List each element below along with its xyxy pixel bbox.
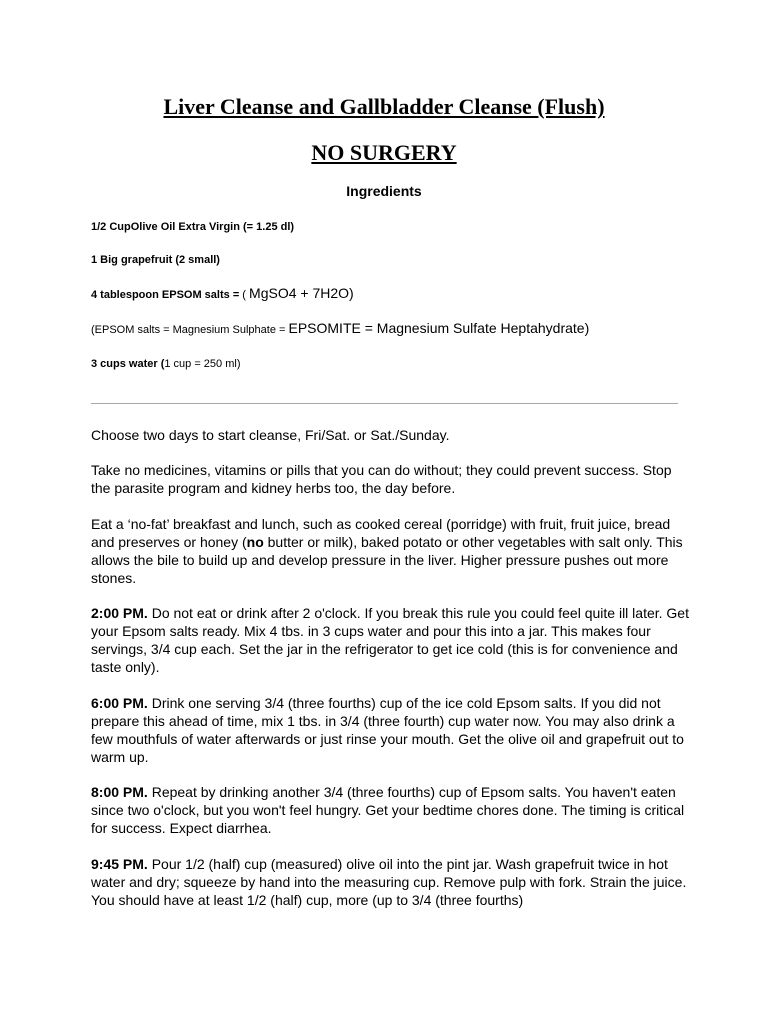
ingredients-heading: Ingredients xyxy=(346,183,422,199)
ingredient-epsom-note xyxy=(91,320,589,338)
paragraph-6pm-text: Drink one serving 3/4 (three fourths) cup of the ice cold Epsom salts. If you did not prepare this ahead of time, mix 1 tbs. in 3/4 (three fourth) cup water now. You may also drink a few mouthfuls of water afterwards or just rinse your mouth. Get the olive oil and grapefruit out to warm up. xyxy=(91,695,684,765)
paragraph-6pm xyxy=(91,694,691,766)
paragraph-start-days xyxy=(91,426,691,444)
paragraph-start-days-text: Choose two days to start cleanse, Fri/Sat. or Sat./Sunday. xyxy=(91,427,450,443)
section-divider xyxy=(91,403,678,404)
paragraph-no-fat-meals xyxy=(91,515,691,587)
paragraph-945pm-text: Pour 1/2 (half) cup (measured) olive oil into the pint jar. Wash grapefruit twice in hot water and dry; squeeze by hand into the measuring cup. Remove pulp with fork. Strain the juice. You should have at least 1/2 (half) cup, more (up to 3/4 (three fourths) xyxy=(91,856,687,908)
paragraph-2pm-text: Do not eat or drink after 2 o'clock. If you break this rule you could feel quite ill later. Get your Epsom salts ready. Mix 4 tbs. in 3 cups water and pour this into a jar. This makes four servings, 3/4 cup each. Set the jar in the refrigerator to get ice cold (this is for convenience and taste only). xyxy=(91,605,689,675)
ingredient-epsom-formula: MgSO4 + 7H2O) xyxy=(249,285,354,301)
ingredient-epsom-label: 4 tablespoon EPSOM salts = xyxy=(91,289,243,301)
paragraph-945pm xyxy=(91,855,691,909)
ingredient-grapefruit-text: 1 Big grapefruit (2 small) xyxy=(91,254,220,266)
paragraph-6pm-time: 6:00 PM. xyxy=(91,695,148,711)
paragraph-no-fat-bold: no xyxy=(246,534,264,550)
paragraph-8pm xyxy=(91,783,691,837)
paragraph-medicines-text: Take no medicines, vitamins or pills that you can do without; they could prevent success. Stop the parasite program and kidney herbs too, the day before. xyxy=(91,462,672,496)
ingredient-water-label: 3 cups water ( xyxy=(91,358,165,370)
paragraph-medicines xyxy=(91,461,691,497)
ingredient-grapefruit xyxy=(91,252,220,268)
paragraph-945pm-time: 9:45 PM. xyxy=(91,856,148,872)
paragraph-8pm-text: Repeat by drinking another 3/4 (three fourths) cup of Epsom salts. You haven't eaten since two o'clock, but you won't feel hungry. Get your bedtime chores done. The timing is critical for success. Expect diarrhea. xyxy=(91,784,685,836)
paragraph-8pm-time: 8:00 PM. xyxy=(91,784,148,800)
epsom-note-small: (EPSOM salts = Magnesium Sulphate = xyxy=(91,324,289,336)
document-subtitle: NO SURGERY xyxy=(311,140,457,165)
paragraph-no-fat-before: Eat a ‘no-fat’ breakfast and lunch, such as cooked cereal (porridge) with fruit, fruit juice, bread and preserves or honey ( xyxy=(91,516,671,550)
ingredient-water-measure: 1 cup = 250 ml) xyxy=(164,358,241,370)
paragraph-2pm-time: 2:00 PM. xyxy=(91,605,148,621)
ingredient-olive-oil xyxy=(91,219,294,235)
ingredient-epsom-salts xyxy=(91,285,354,303)
epsom-note-large: EPSOMITE = Magnesium Sulfate Heptahydrate) xyxy=(288,320,590,336)
document-title: Liver Cleanse and Gallbladder Cleanse (Flush) xyxy=(163,94,605,119)
ingredient-epsom-paren: ( xyxy=(242,289,250,301)
paragraph-no-fat-after: butter or milk), baked potato or other vegetables with salt only. This allows the bile to build up and develop pressure in the liver. Higher pressure pushes out more stones. xyxy=(91,534,683,586)
ingredient-water xyxy=(91,356,240,372)
ingredient-olive-oil-text: 1/2 CupOlive Oil Extra Virgin (= 1.25 dl) xyxy=(91,221,295,233)
paragraph-2pm xyxy=(91,604,691,676)
